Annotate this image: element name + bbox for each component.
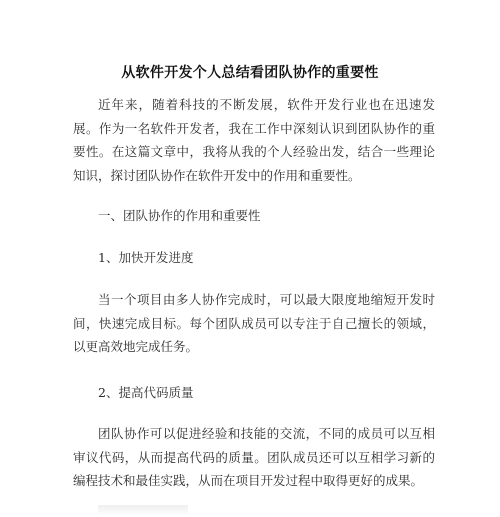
subsection-paragraph-quality: 团队协作可以促进经验和技能的交流，不同的成员可以互相审议代码，从而提高代码的质量。团队成员还可以互相学习新的编程技术和最佳实践，从而在项目开发过程中取得更好的成果。: [73, 426, 435, 488]
subsection-heading-speed: 1、加快开发进度: [98, 250, 194, 265]
subsection-heading-quality: 2、提高代码质量: [98, 385, 194, 400]
section-heading: 一、团队协作的作用和重要性: [98, 208, 261, 223]
cut-off-next-line: [98, 505, 188, 513]
document-title: 从软件开发个人总结看团队协作的重要性: [121, 65, 379, 81]
subsection-paragraph-speed: 当一个项目由多人协作完成时，可以最大限度地缩短开发时间，快速完成目标。每个团队成员可以专注于自己擅长的领域，以更高效地完成任务。: [73, 292, 435, 354]
intro-paragraph: 近年来，随着科技的不断发展，软件开发行业也在迅速发展。作为一名软件开发者，我在工作中深刻认识到团队协作的重要性。在这篇文章中，我将从我的个人经验出发，结合一些理论知识，探讨团队协作在软件开发中的作用和重要性。: [73, 97, 435, 183]
